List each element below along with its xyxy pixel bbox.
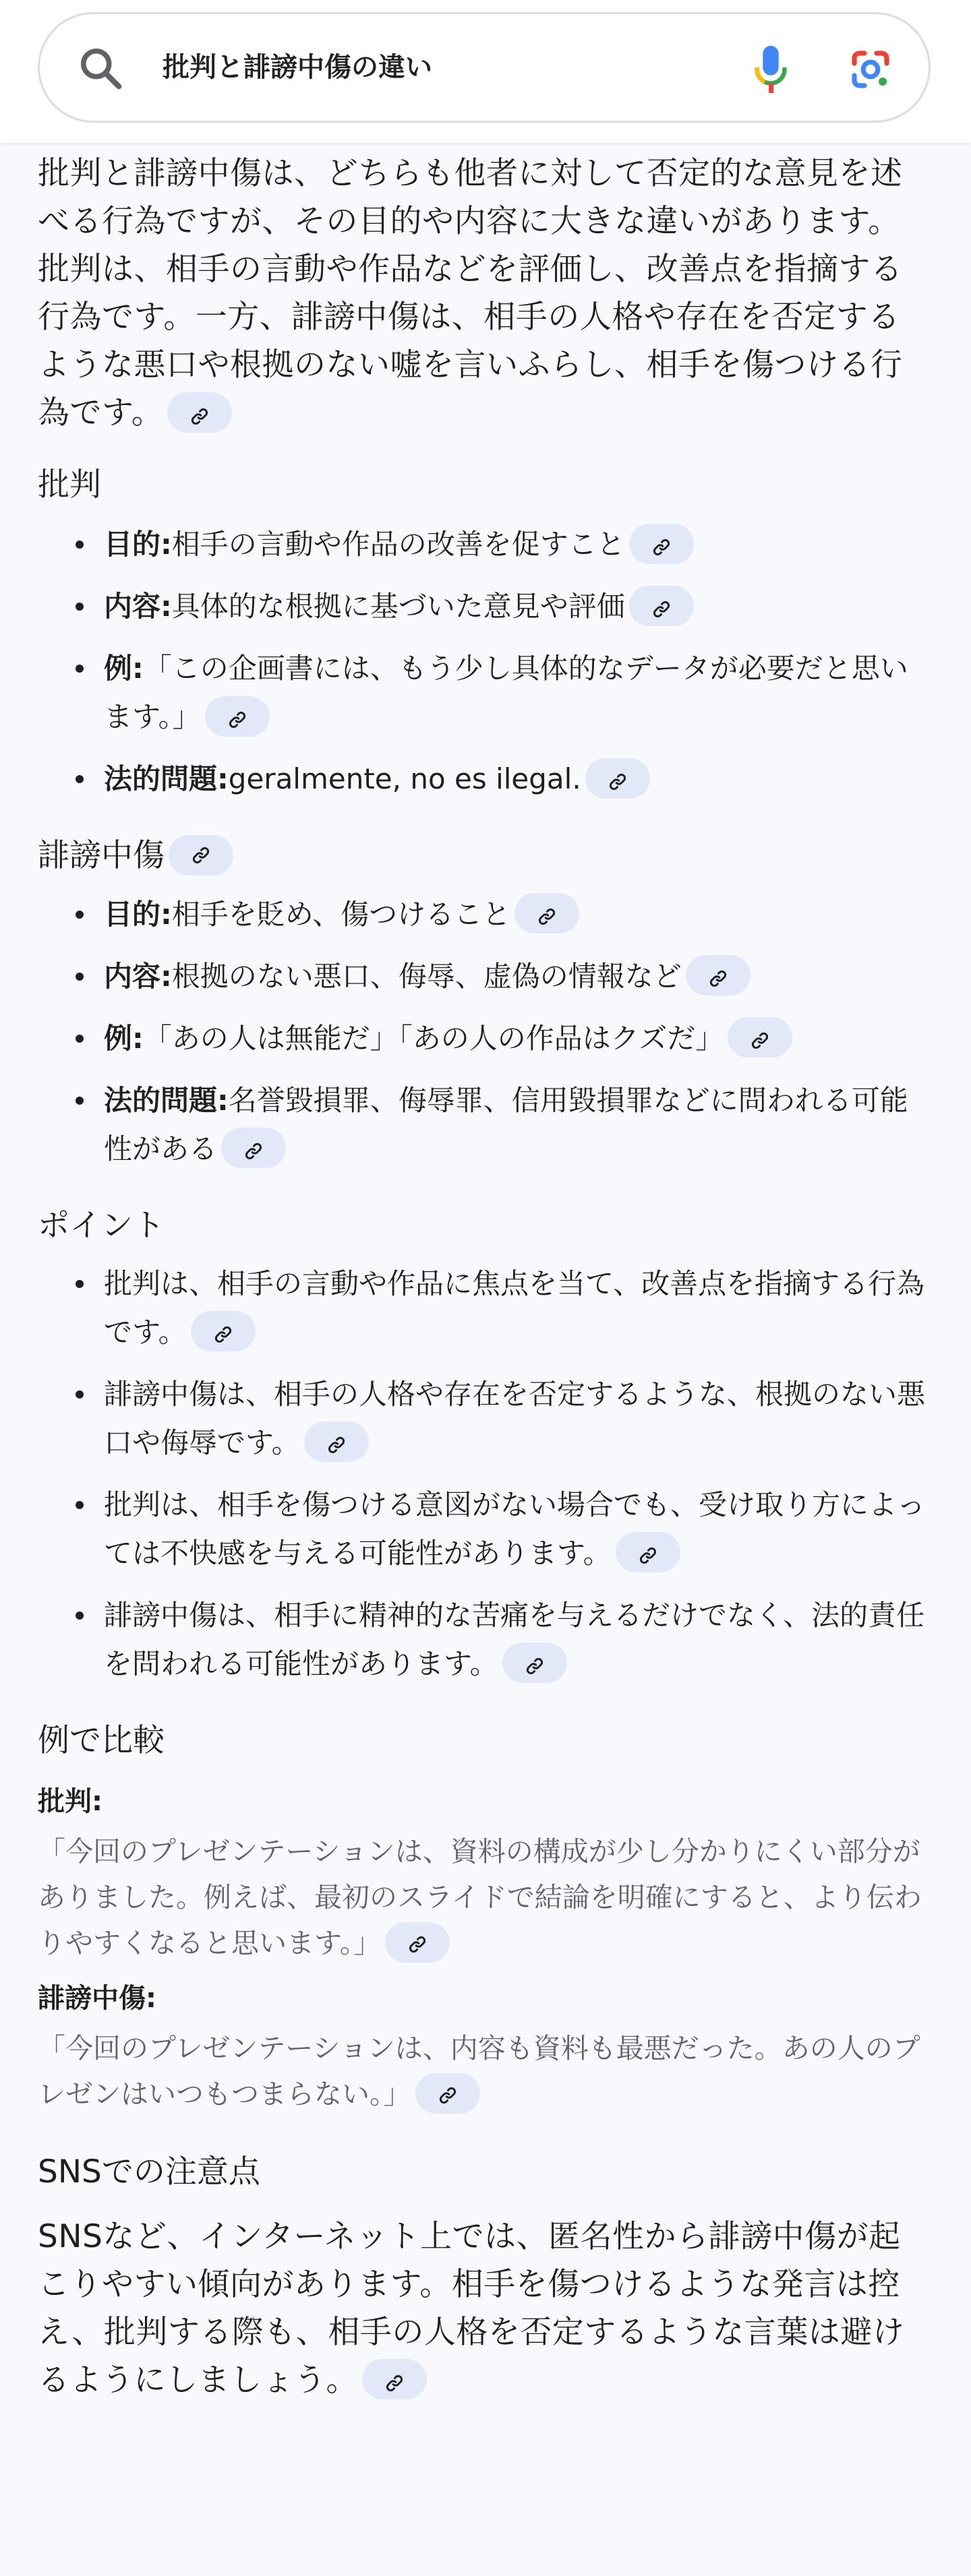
comparison-defamation-label: 誹謗中傷: <box>38 1982 156 2014</box>
source-link-chip[interactable] <box>629 586 694 626</box>
link-icon <box>227 710 247 730</box>
section-heading-criticism: 批判 <box>38 466 101 503</box>
source-link-chip[interactable] <box>191 1311 256 1351</box>
section-heading-defamation: 誹謗中傷 <box>38 836 928 878</box>
sns-paragraph: SNSなど、インターネット上では、匿名性から誹謗中傷が起こりやすい傾向があります。相手を傷つけるような発言は控え、批判する際も、相手の人格を否定するような言葉は避けるようにしましょう。 <box>38 2217 905 2399</box>
list-item: 批判は、相手を傷つける意図がない場合でも、受け取り方によっては不快感を与える可能性があります。 <box>38 1481 928 1578</box>
list-item: 例:「この企画書には、もう少し具体的なデータが必要だと思います。」 <box>38 644 928 741</box>
link-icon <box>189 406 210 427</box>
list-item: 誹謗中傷は、相手に精神的な苦痛を与えるだけでなく、法的責任を問われる可能性があります。 <box>38 1591 928 1688</box>
criticism-list <box>38 520 928 803</box>
google-lens-icon[interactable] <box>846 45 895 94</box>
source-link-chip[interactable] <box>616 1532 680 1572</box>
search-bar[interactable] <box>38 12 931 123</box>
link-icon <box>608 772 628 792</box>
source-link-chip[interactable] <box>728 1017 792 1057</box>
source-link-chip[interactable] <box>585 758 650 799</box>
list-item: 誹謗中傷は、相手の人格や存在を否定するような、根拠のない悪口や侮辱です。 <box>38 1370 928 1467</box>
source-link-chip[interactable] <box>362 2359 427 2399</box>
source-link-chip[interactable] <box>502 1643 567 1683</box>
list-item: 内容:具体的な根拠に基づいた意見や評価 <box>38 582 928 631</box>
source-link-chip[interactable] <box>205 696 270 737</box>
source-link-chip[interactable] <box>514 893 579 933</box>
link-icon <box>326 1435 347 1455</box>
source-link-chip[interactable] <box>304 1421 369 1462</box>
ai-overview-content <box>38 150 928 2404</box>
mic-icon[interactable] <box>751 44 791 95</box>
section-heading-sns: SNSでの注意点 <box>38 2153 260 2190</box>
source-link-chip[interactable] <box>167 392 232 433</box>
search-query[interactable]: 批判と誹謗中傷の違い <box>163 52 432 83</box>
source-link-chip[interactable] <box>686 955 751 995</box>
source-link-chip[interactable] <box>385 1922 450 1963</box>
list-item: 目的:相手を貶め、傷つけること <box>38 890 928 939</box>
list-item: 内容:根拠のない悪口、侮辱、虚偽の情報など <box>38 952 928 1001</box>
list-item: 法的問題:名誉毀損罪、侮辱罪、信用毀損罪などに問われる可能性がある <box>38 1076 928 1173</box>
link-icon <box>243 1141 264 1161</box>
list-item: 批判は、相手の言動や作品に焦点を当て、改善点を指摘する行為です。 <box>38 1260 928 1357</box>
link-icon <box>525 1656 545 1676</box>
comparison-defamation-quote: 「今回のプレゼンテーションは、内容も資料も最悪だった。あの人のプレゼンはいつもつまらない。」 <box>38 2025 928 2117</box>
section-heading-points: ポイント <box>38 1206 165 1244</box>
source-link-chip[interactable] <box>415 2073 480 2114</box>
link-icon <box>213 1324 233 1345</box>
link-icon <box>651 599 672 619</box>
link-icon <box>750 1031 770 1051</box>
list-item: 目的:相手の言動や作品の改善を促すこと <box>38 520 928 569</box>
list-item: 例:「あの人は無能だ」「あの人の作品はクズだ」 <box>38 1014 928 1063</box>
link-icon <box>438 2085 458 2106</box>
link-icon <box>651 537 672 557</box>
search-icon[interactable] <box>78 45 125 92</box>
points-list <box>38 1260 928 1688</box>
link-icon <box>537 907 557 927</box>
link-icon <box>638 1545 658 1566</box>
link-icon <box>708 969 728 989</box>
source-link-chip[interactable] <box>629 524 694 564</box>
comparison-criticism-label: 批判: <box>38 1785 102 1817</box>
link-icon <box>384 2373 405 2393</box>
intro-paragraph: 批判と誹謗中傷は、どちらも他者に対して否定的な意見を述べる行為ですが、その目的や内容に大きな違いがあります。批判は、相手の言動や作品などを評価し、改善点を指摘する行為です。一方、誹謗中傷は、相手の人格や存在を否定するような悪口や根拠のない嘘を言いふらし、相手を傷つける行為です。 <box>38 155 903 431</box>
list-item: 法的問題:geralmente, no es ilegal. <box>38 755 928 803</box>
link-icon <box>191 845 211 865</box>
comparison-criticism-quote: 「今回のプレゼンテーションは、資料の構成が少し分かりにくい部分がありました。例えば、最初のスライドで結論を明確にすると、より伝わりやすくなると思います。」 <box>38 1829 928 1966</box>
section-heading-comparison: 例で比較 <box>38 1721 165 1759</box>
search-header <box>0 0 971 143</box>
link-icon <box>407 1934 428 1955</box>
source-link-chip[interactable] <box>221 1128 286 1168</box>
source-link-chip[interactable] <box>169 835 233 876</box>
defamation-list <box>38 890 928 1173</box>
